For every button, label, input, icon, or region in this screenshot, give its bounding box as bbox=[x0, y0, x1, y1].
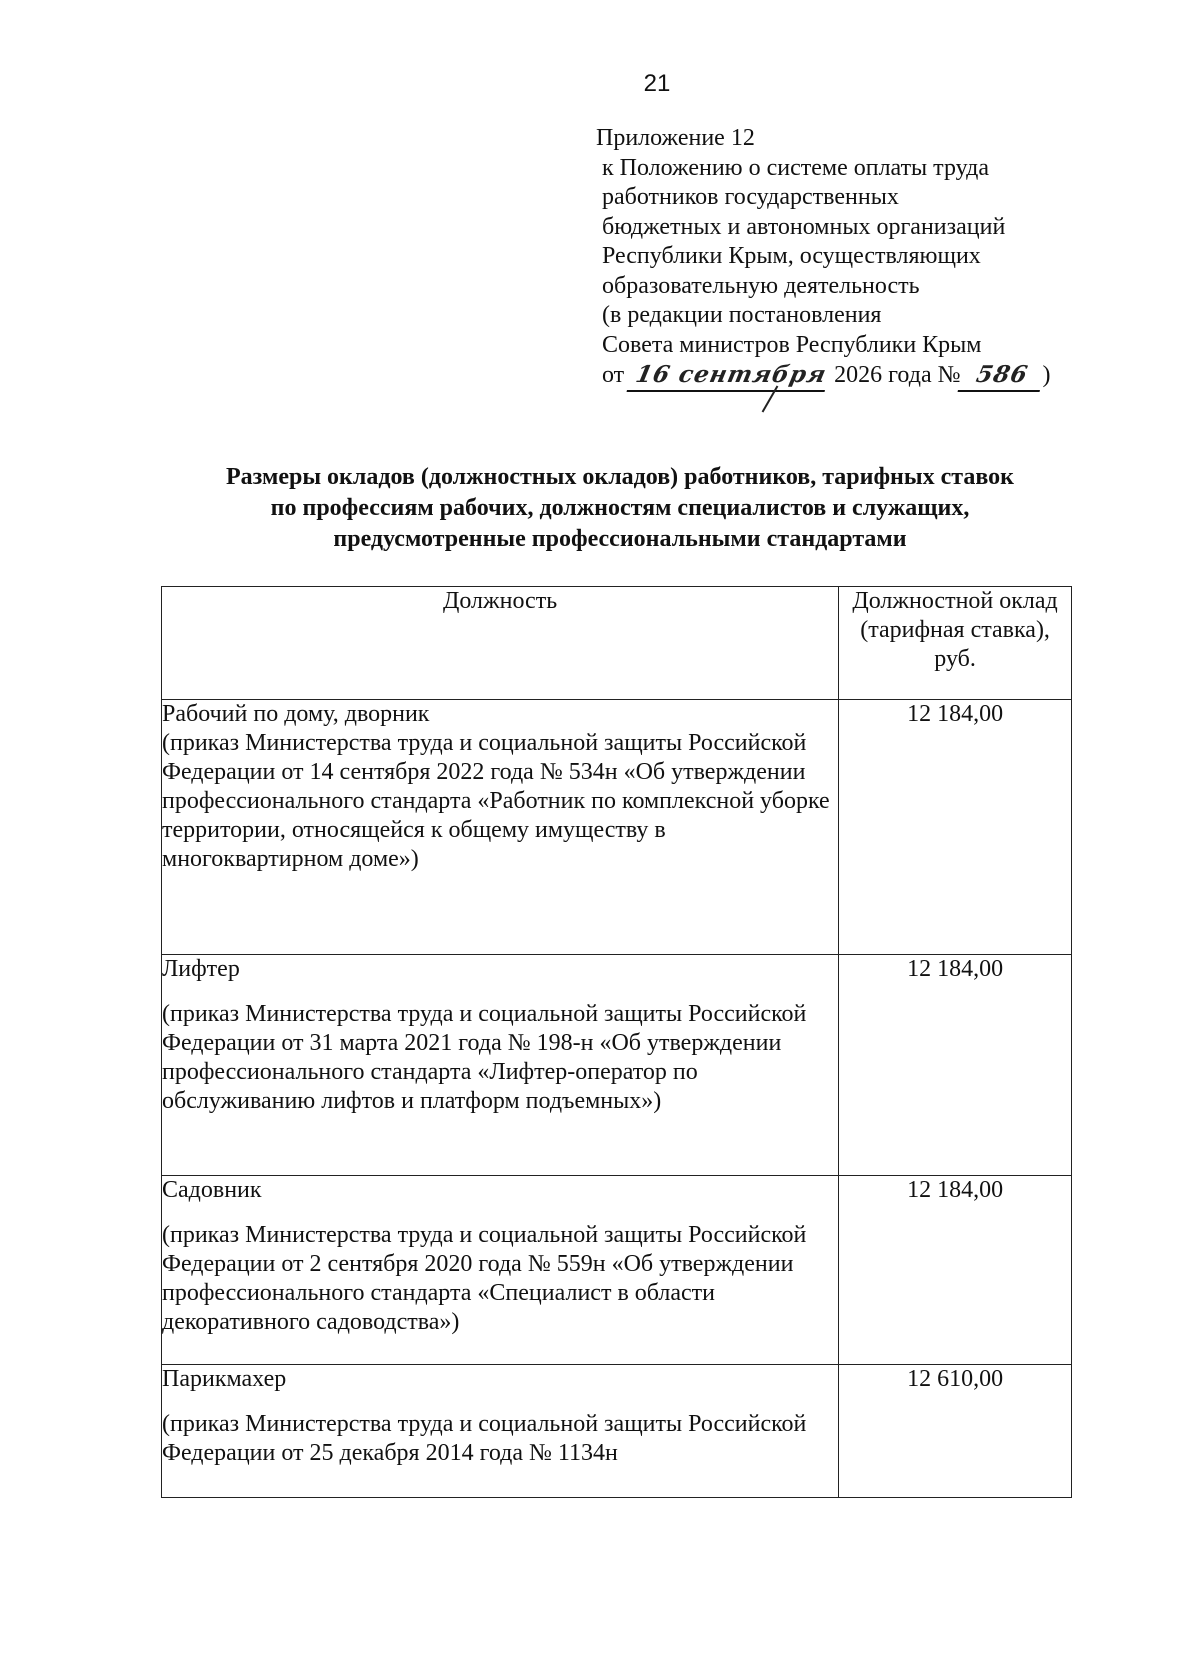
title-line: по профессиям рабочих, должностям специалистов и служащих, bbox=[270, 495, 970, 521]
header-salary-line: (тарифная ставка), bbox=[860, 617, 1050, 643]
salary-value: 12 184,00 bbox=[839, 1176, 1072, 1365]
salary-value: 12 610,00 bbox=[839, 1365, 1072, 1498]
table-header-row bbox=[162, 587, 1072, 700]
position-order: (приказ Министерства труда и социальной защиты Российской Федерации от 31 марта 2021 года № 198-н «Об утверждении профессионального стандарта «Лифтер-оператор по обслуживанию лифтов и платформ подъемных») bbox=[162, 1001, 807, 1114]
table-row bbox=[162, 1365, 1072, 1498]
annex-line: Республики Крым, осуществляющих bbox=[602, 243, 981, 269]
position-name: Садовник bbox=[162, 1177, 262, 1203]
salary-value: 12 184,00 bbox=[839, 700, 1072, 955]
annex-line: Совета министров Республики Крым bbox=[602, 331, 982, 358]
header-position: Должность bbox=[162, 587, 839, 700]
salary-table bbox=[161, 586, 1072, 1498]
annex-line: (в редакции постановления bbox=[602, 302, 882, 328]
position-order: (приказ Министерства труда и социальной защиты Российской Федерации от 14 сентября 2022 года № 534н «Об утверждении профессионального стандарта «Работник по комплексной уборке территории, относящейся к общему имуществу в многоквартирном доме») bbox=[162, 730, 830, 872]
annex-line: образовательную деятельность bbox=[602, 272, 920, 299]
annex-line: к Положению о системе оплаты труда bbox=[602, 154, 989, 181]
resolution-prefix: от bbox=[602, 362, 625, 388]
handwritten-date: 16 сентября bbox=[627, 360, 832, 392]
resolution-date-line bbox=[602, 360, 1051, 392]
position-name: Рабочий по дому, дворник bbox=[162, 701, 430, 727]
handwritten-number: 586 bbox=[957, 360, 1046, 392]
position-cell bbox=[162, 700, 839, 955]
title-line: Размеры окладов (должностных окладов) работников, тарифных ставок bbox=[226, 464, 1014, 490]
table-row bbox=[162, 955, 1072, 1176]
annex-line: бюджетных и автономных организаций bbox=[602, 213, 1006, 240]
table-row bbox=[162, 1176, 1072, 1365]
position-cell bbox=[162, 955, 839, 1176]
position-name: Лифтер bbox=[162, 956, 240, 982]
header-salary-line: руб. bbox=[934, 646, 976, 672]
salary-value: 12 184,00 bbox=[839, 955, 1072, 1176]
annex-block bbox=[596, 124, 1051, 392]
page-number: 21 bbox=[643, 70, 671, 97]
header-salary bbox=[839, 587, 1072, 700]
position-order: (приказ Министерства труда и социальной защиты Российской Федерации от 2 сентября 2020 года № 559н «Об утверждении профессионального стандарта «Специалист в области декоративного садоводства») bbox=[162, 1222, 807, 1335]
document-title bbox=[150, 462, 1090, 555]
resolution-year: 2026 года № bbox=[834, 362, 961, 388]
table-row bbox=[162, 700, 1072, 955]
position-order: (приказ Министерства труда и социальной защиты Российской Федерации от 25 декабря 2014 года № 1134н bbox=[162, 1411, 807, 1466]
annex-line: работников государственных bbox=[602, 184, 899, 210]
closing-paren: ) bbox=[1042, 362, 1051, 388]
title-line: предусмотренные профессиональными стандартами bbox=[333, 526, 907, 552]
annex-line: Приложение 12 bbox=[596, 125, 755, 151]
position-cell bbox=[162, 1365, 839, 1498]
header-salary-line: Должностной оклад bbox=[852, 588, 1058, 614]
position-cell bbox=[162, 1176, 839, 1365]
position-name: Парикмахер bbox=[162, 1366, 287, 1392]
